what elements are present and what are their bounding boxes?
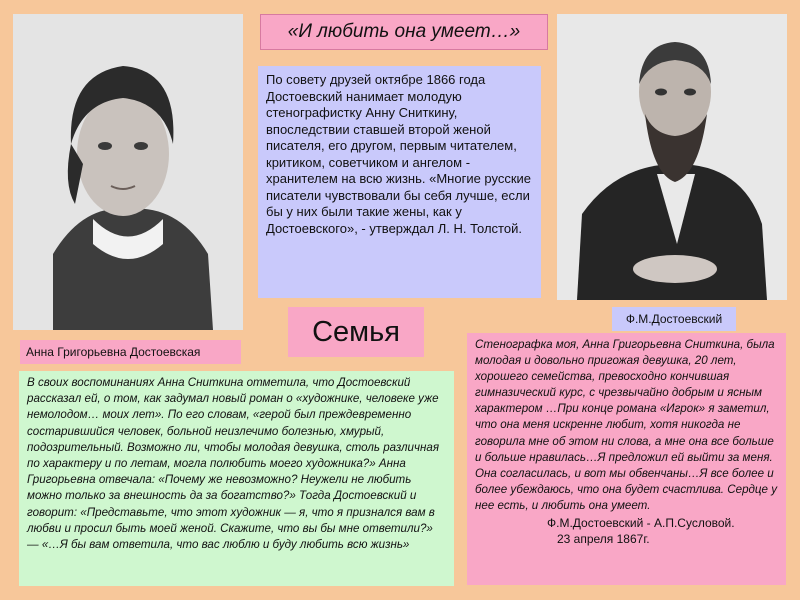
- letter-text: Стенографка моя, Анна Григорьевна Сниткина, была молодая и довольно пригожая девушка, 20 лет, хорошего семейства, превосходно кончившая гимназический курс, с чрезвычайно добрым и ясным характером …При конце романа «Игрок» я заметил, что она меня искренне любит, хотя никогда не говорила мне об этом ни слова, а мне она все больше и больше нравилась…Я предложил ей выйти за меня. Она согласилась, и вот мы обвенчаны…Я все более и более убеждаюсь, что она будет счастлива. Сердце у нее есть, и любить она умеет.: [475, 338, 778, 512]
- portrait-anna-image: [13, 14, 243, 330]
- intro-textbox: [258, 66, 541, 298]
- letter-signature: Ф.М.Достоевский - А.П.Сусловой.: [547, 516, 735, 531]
- slide-title-text: «И любить она умеет…»: [287, 21, 521, 42]
- section-heading: [288, 307, 424, 357]
- section-heading-text: Семья: [312, 315, 400, 348]
- portrait-anna: [13, 14, 243, 330]
- caption-anna-text: Анна Григорьевна Достоевская: [26, 345, 201, 359]
- portrait-dostoevsky-image: [557, 14, 787, 300]
- letter-textbox: [467, 333, 786, 585]
- letter-date: 23 апреля 1867г.: [557, 532, 650, 547]
- memoir-textbox: [19, 371, 454, 586]
- caption-dostoevsky: [612, 307, 736, 331]
- intro-text: По совету друзей октябре 1866 года Достоевский нанимает молодую стенографистку Анну Сниткину, впоследствии ставшей второй женой писателя, его другом, первым читателем, критиком, советчиком и ангелом - хранителем на всю жизнь. «Многие русские писатели чувствовали бы себя лучше, если бы у них были такие жены, как у Достоевского», - утверждал Л. Н. Толстой.: [266, 72, 532, 236]
- caption-dostoevsky-text: Ф.М.Достоевский: [625, 312, 723, 326]
- slide-title: [260, 14, 548, 50]
- memoir-text: В своих воспоминаниях Анна Сниткина отметила, что Достоевский рассказал ей, о том, как задумал новый роман о «художнике, человеке уже немолодом… моих лет». По его словам, «герой был преждевременно состарившийся человек, больной неизлечимо болезнью, хмурый, подозрительный. Возможно ли, чтобы молодая девушка, столь различная по характеру и по летам, могла полюбить моего художника?» Анна Григорьевна отвечала: «Почему же невозможно? Неужели не любить можно только за внешность да за богатство?» Тогда Достоевский и говорит: «Представьте, что этот художник — я, что я признался вам в любви и просил быть моей женой. Скажите, что вы бы мне ответили?» — «…Я бы вам ответила, что вас люблю и буду любить всю жизнь»: [27, 376, 440, 552]
- portrait-dostoevsky: [557, 14, 787, 300]
- caption-anna: [20, 340, 241, 364]
